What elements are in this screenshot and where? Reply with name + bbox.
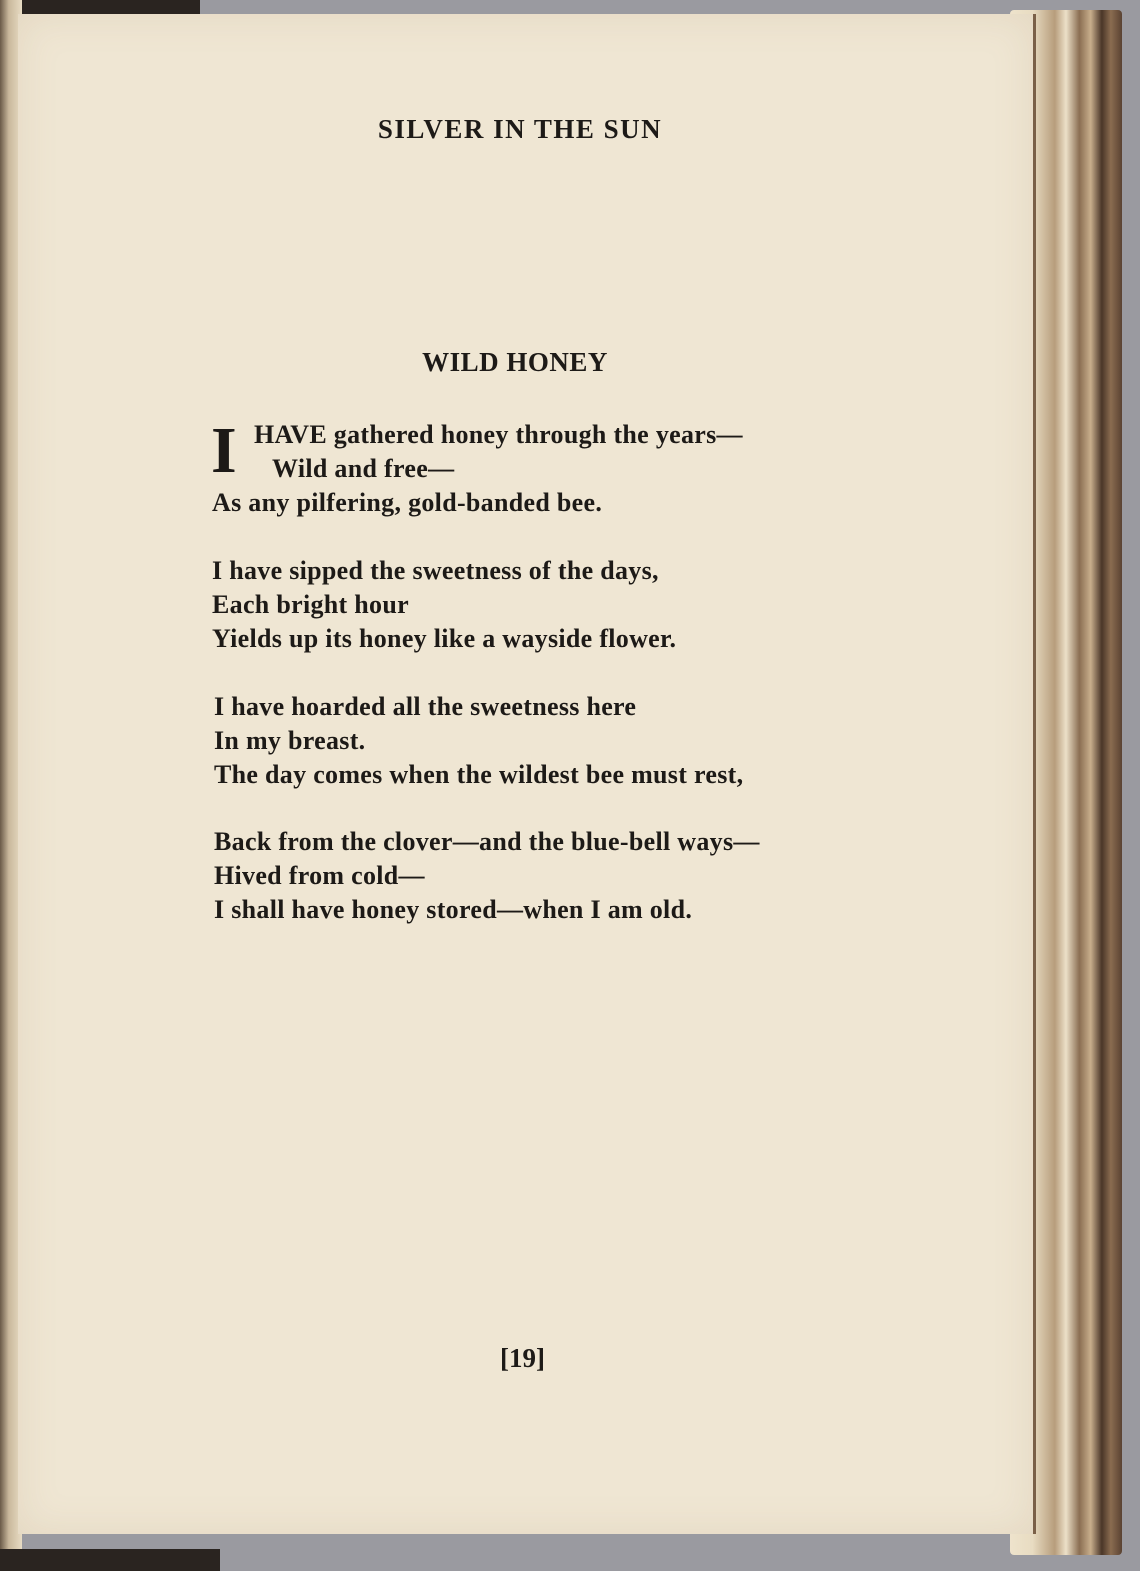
poem-line: Hived from cold—: [214, 861, 425, 890]
drop-cap: I: [211, 414, 237, 487]
poem-line: Back from the clover—and the blue-bell ways—: [214, 827, 760, 856]
poem-line: As any pilfering, gold-banded bee.: [212, 488, 603, 517]
poem-line: I shall have honey stored—when I am old.: [214, 895, 693, 924]
poem-line: In my breast.: [214, 726, 366, 755]
scan-border-bottom: [0, 1549, 220, 1571]
poem-line: Wild and free—: [272, 454, 455, 483]
page-number: [19]: [500, 1343, 545, 1373]
poem-line: Yields up its honey like a wayside flower.: [212, 624, 677, 653]
poem-line: HAVE gathered honey through the years—: [254, 420, 743, 449]
poem-line: The day comes when the wildest bee must rest,: [214, 760, 744, 789]
running-head: SILVER IN THE SUN: [377, 114, 663, 144]
poem-line: I have sipped the sweetness of the days,: [212, 556, 659, 585]
poem-line: I have hoarded all the sweetness here: [214, 692, 637, 721]
poem-title: WILD HONEY: [422, 347, 608, 377]
poem-line: Each bright hour: [212, 590, 409, 619]
